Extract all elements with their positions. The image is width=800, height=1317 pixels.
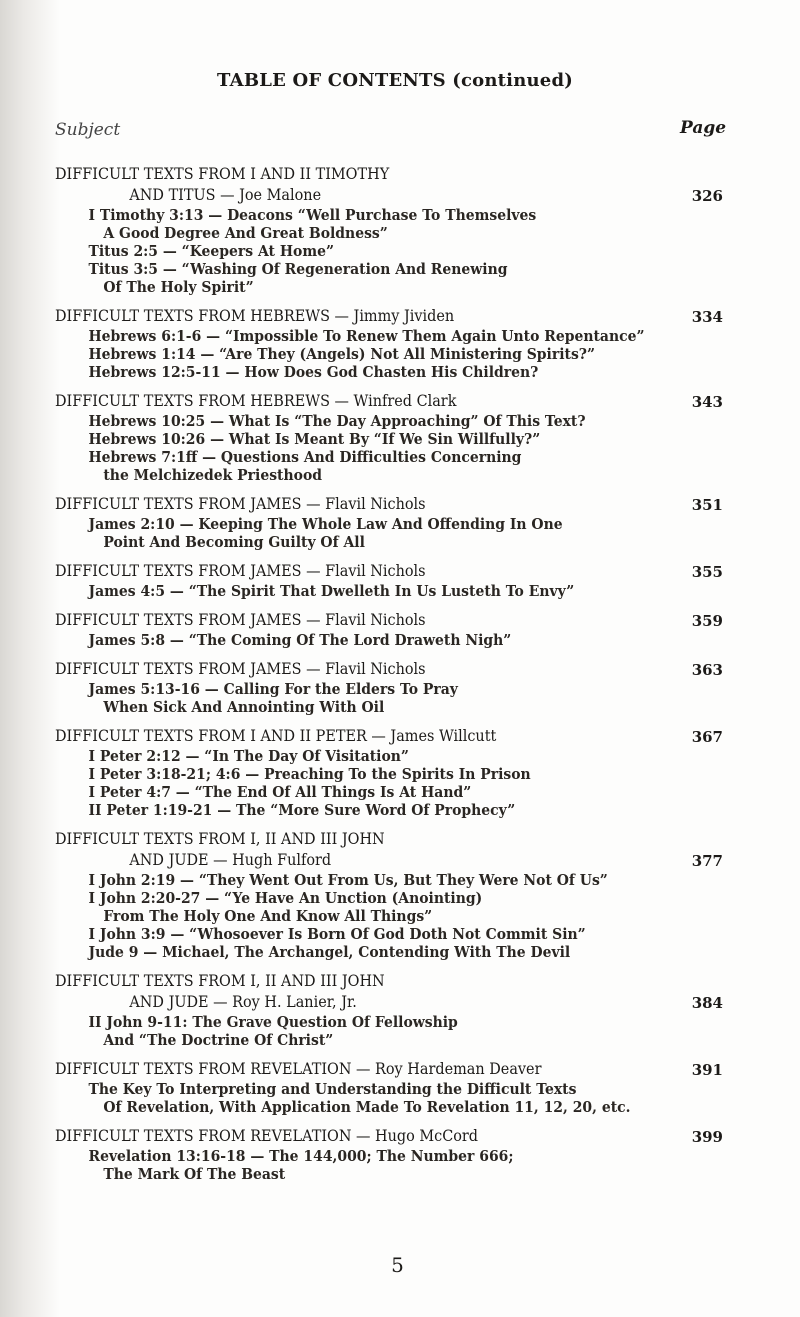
entry-subtopic: Hebrews 7:1ff — Questions And Difficulties Concerning xyxy=(88,448,522,466)
entry-heading: DIFFICULT TEXTS FROM JAMES — Flavil Nichols xyxy=(55,611,426,629)
entry-page-number: 343 xyxy=(691,393,723,411)
entry-page-number: 334 xyxy=(691,308,723,326)
entry-heading: DIFFICULT TEXTS FROM I, II AND III JOHN xyxy=(55,830,385,848)
toc-entry[interactable] xyxy=(55,1126,735,1183)
entry-heading: DIFFICULT TEXTS FROM HEBREWS — Winfred Clark xyxy=(55,392,457,410)
column-header-page: Page xyxy=(680,118,727,138)
entry-subtopic-continuation: From The Holy One And Know All Things” xyxy=(103,907,433,925)
entry-heading: DIFFICULT TEXTS FROM HEBREWS — Jimmy Jividen xyxy=(55,307,455,325)
entry-page-number: 351 xyxy=(691,496,723,514)
entry-heading: DIFFICULT TEXTS FROM JAMES — Flavil Nichols xyxy=(55,495,426,513)
entry-heading: DIFFICULT TEXTS FROM I, II AND III JOHN xyxy=(55,972,385,990)
entry-heading-continuation: AND JUDE — Hugh Fulford xyxy=(129,851,332,869)
entry-page-number: 326 xyxy=(691,187,723,205)
entry-subtopic: Titus 2:5 — “Keepers At Home” xyxy=(88,242,334,260)
entry-heading-continuation: AND JUDE — Roy H. Lanier, Jr. xyxy=(129,993,357,1011)
entry-subtopic: I Peter 4:7 — “The End Of All Things Is At Hand” xyxy=(88,783,472,801)
entry-subtopic: Hebrews 6:1-6 — “Impossible To Renew Them Again Unto Repentance” xyxy=(88,327,645,345)
entry-subtopic: Hebrews 10:26 — What Is Meant By “If We Sin Willfully?” xyxy=(88,430,541,448)
entry-subtopic: Titus 3:5 — “Washing Of Regeneration And Renewing xyxy=(88,260,508,278)
entry-subtopic: Hebrews 1:14 — “Are They (Angels) Not All Ministering Spirits?” xyxy=(88,345,596,363)
entry-subtopic-continuation: Of The Holy Spirit” xyxy=(103,278,254,296)
entry-subtopic-continuation: The Mark Of The Beast xyxy=(103,1165,286,1183)
entry-page-number: 355 xyxy=(691,563,723,581)
entry-page-number: 377 xyxy=(691,852,723,870)
entry-subtopic: Revelation 13:16-18 — The 144,000; The Number 666; xyxy=(88,1147,514,1165)
entry-subtopic-continuation: And “The Doctrine Of Christ” xyxy=(103,1031,334,1049)
entry-heading: DIFFICULT TEXTS FROM REVELATION — Roy Hardeman Deaver xyxy=(55,1060,542,1078)
entry-subtopic-continuation: A Good Degree And Great Boldness” xyxy=(103,224,388,242)
entry-heading: DIFFICULT TEXTS FROM JAMES — Flavil Nichols xyxy=(55,562,426,580)
toc-entries xyxy=(55,164,735,1193)
entry-subtopic: I John 2:19 — “They Went Out From Us, But They Were Not Of Us” xyxy=(88,871,608,889)
entry-heading: DIFFICULT TEXTS FROM I AND II TIMOTHY xyxy=(55,165,390,183)
toc-entry[interactable] xyxy=(55,391,735,484)
entry-heading-continuation: AND TITUS — Joe Malone xyxy=(129,186,322,204)
entry-subtopic: I Peter 2:12 — “In The Day Of Visitation” xyxy=(88,747,409,765)
entry-subtopic-continuation: When Sick And Annointing With Oil xyxy=(103,698,385,716)
entry-subtopic: II John 9-11: The Grave Question Of Fellowship xyxy=(88,1013,458,1031)
entry-subtopic: Jude 9 — Michael, The Archangel, Contending With The Devil xyxy=(88,943,571,961)
entry-subtopic: I John 3:9 — “Whosoever Is Born Of God Doth Not Commit Sin” xyxy=(88,925,586,943)
entry-subtopic: James 2:10 — Keeping The Whole Law And Offending In One xyxy=(88,515,563,533)
entry-subtopic-continuation: Of Revelation, With Application Made To Revelation 11, 12, 20, etc. xyxy=(103,1098,631,1116)
toc-entry[interactable] xyxy=(55,659,735,716)
toc-entry[interactable] xyxy=(55,1059,735,1116)
toc-entry[interactable] xyxy=(55,610,735,649)
toc-entry[interactable] xyxy=(55,726,735,819)
entry-subtopic-continuation: the Melchizedek Priesthood xyxy=(103,466,322,484)
toc-entry[interactable] xyxy=(55,829,735,961)
entry-subtopic: The Key To Interpreting and Understanding the Difficult Texts xyxy=(88,1080,577,1098)
entry-page-number: 367 xyxy=(691,728,723,746)
entry-subtopic: James 5:13-16 — Calling For the Elders To Pray xyxy=(88,680,458,698)
entry-subtopic: James 4:5 — “The Spirit That Dwelleth In Us Lusteth To Envy” xyxy=(88,582,575,600)
book-spine-shadow xyxy=(0,0,60,1317)
entry-subtopic: James 5:8 — “The Coming Of The Lord Draweth Nigh” xyxy=(88,631,512,649)
entry-subtopic: Hebrews 12:5-11 — How Does God Chasten His Children? xyxy=(88,363,539,381)
entry-page-number: 359 xyxy=(691,612,723,630)
page-number: 5 xyxy=(391,1253,404,1277)
entry-page-number: 363 xyxy=(691,661,723,679)
entry-heading: DIFFICULT TEXTS FROM I AND II PETER — James Willcutt xyxy=(55,727,497,745)
entry-subtopic: Hebrews 10:25 — What Is “The Day Approaching” Of This Text? xyxy=(88,412,586,430)
page-title: TABLE OF CONTENTS (continued) xyxy=(217,70,573,91)
entry-subtopic: II Peter 1:19-21 — The “More Sure Word Of Prophecy” xyxy=(88,801,516,819)
toc-entry[interactable] xyxy=(55,971,735,1049)
entry-subtopic-continuation: Point And Becoming Guilty Of All xyxy=(103,533,365,551)
toc-entry[interactable] xyxy=(55,494,735,551)
entry-subtopic: I Timothy 3:13 — Deacons “Well Purchase To Themselves xyxy=(88,206,537,224)
entry-subtopic: I Peter 3:18-21; 4:6 — Preaching To the Spirits In Prison xyxy=(88,765,531,783)
entry-subtopic: I John 2:20-27 — “Ye Have An Unction (Anointing) xyxy=(88,889,483,907)
entry-page-number: 399 xyxy=(691,1128,723,1146)
toc-entry[interactable] xyxy=(55,306,735,381)
toc-entry[interactable] xyxy=(55,164,735,296)
entry-page-number: 391 xyxy=(691,1061,723,1079)
entry-heading: DIFFICULT TEXTS FROM REVELATION — Hugo McCord xyxy=(55,1127,479,1145)
entry-heading: DIFFICULT TEXTS FROM JAMES — Flavil Nichols xyxy=(55,660,426,678)
entry-page-number: 384 xyxy=(691,994,723,1012)
column-header-subject: Subject xyxy=(55,120,121,140)
toc-entry[interactable] xyxy=(55,561,735,600)
